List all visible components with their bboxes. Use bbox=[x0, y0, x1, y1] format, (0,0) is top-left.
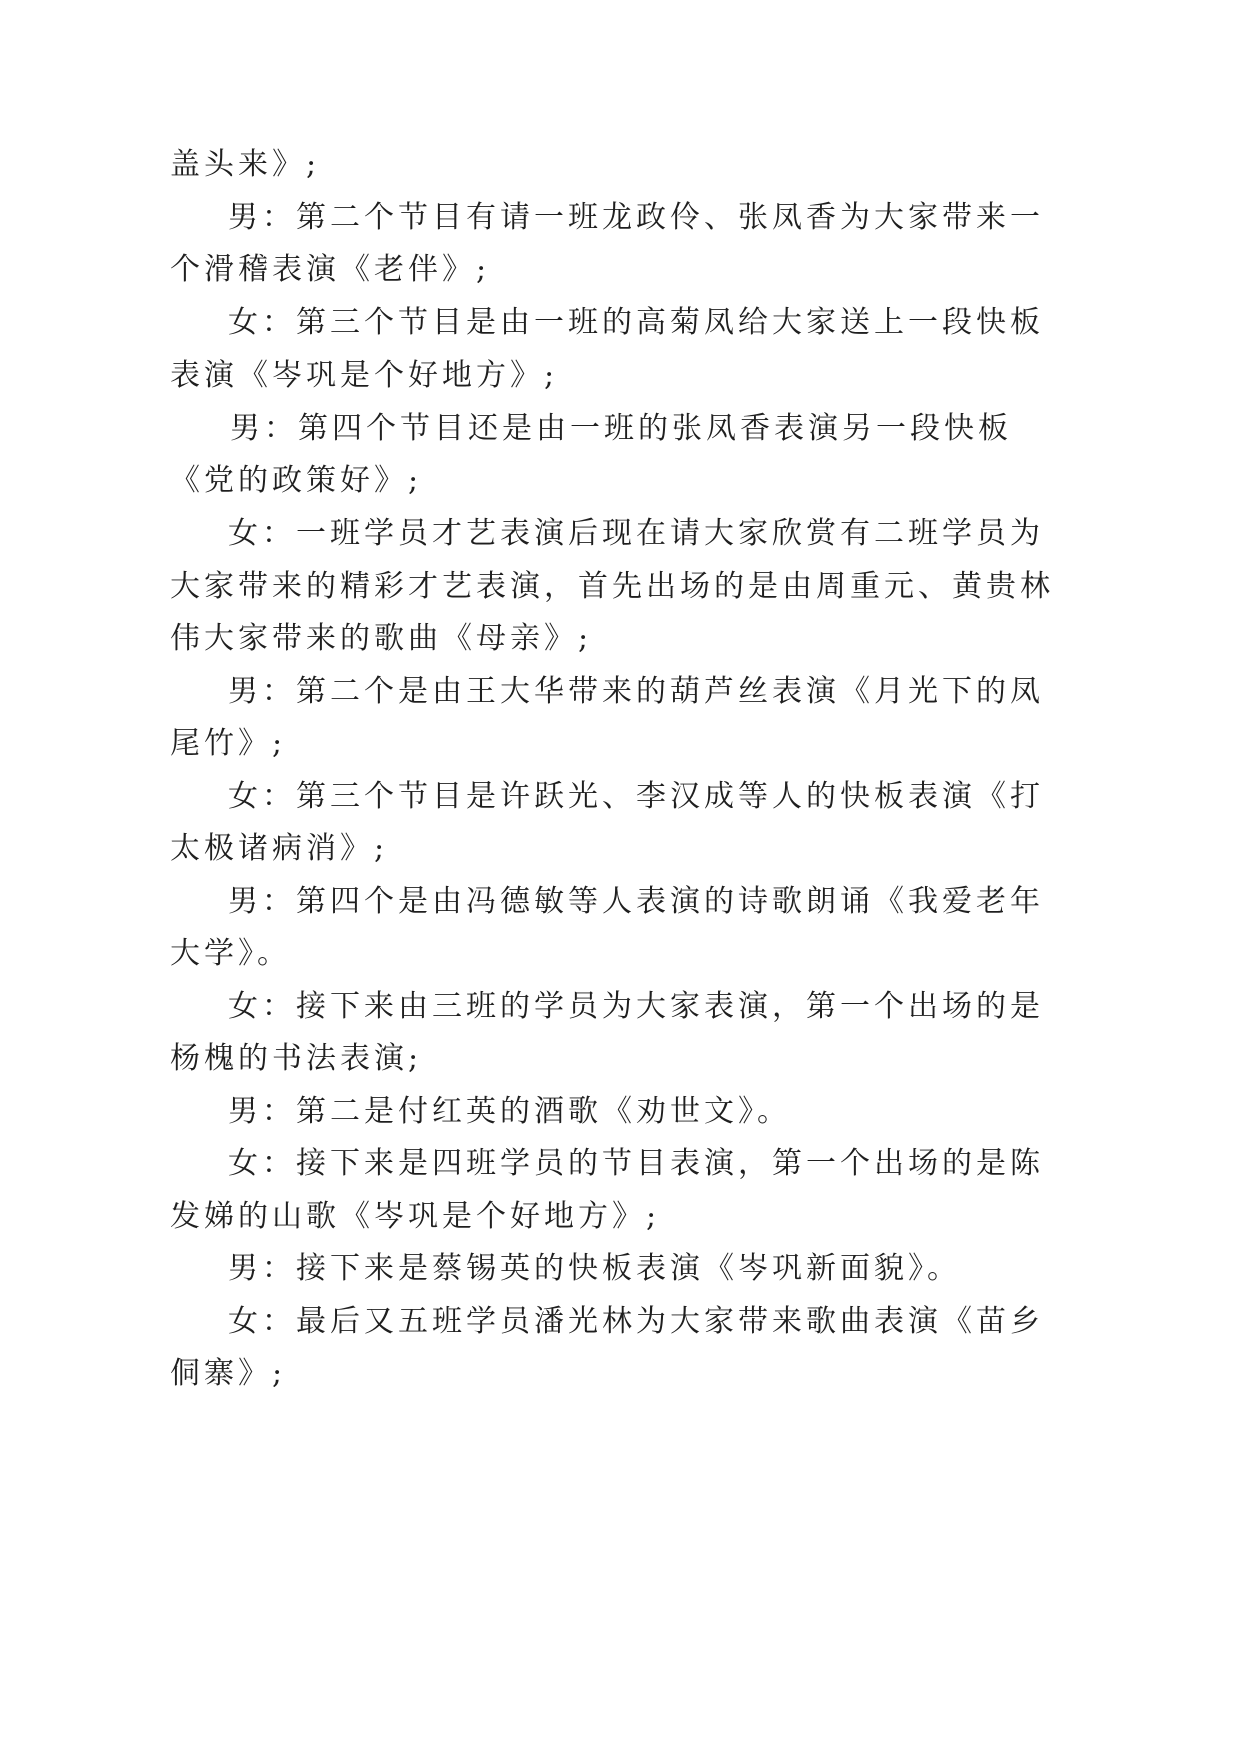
text-line: 女：第三个节目是由一班的高菊凤给大家送上一段快板 bbox=[228, 305, 1044, 340]
text-line: 女：最后又五班学员潘光林为大家带来歌曲表演《苗乡 bbox=[228, 1304, 1044, 1339]
text-line: 男：接下来是蔡锡英的快板表演《岑巩新面貌》。 bbox=[228, 1251, 961, 1286]
text-line: 伟大家带来的歌曲《母亲》; bbox=[170, 621, 593, 656]
text-line: 《党的政策好》; bbox=[170, 463, 423, 498]
text-line: 大家带来的精彩才艺表演，首先出场的是由周重元、黄贵林 bbox=[170, 569, 1054, 604]
text-line: 女：接下来由三班的学员为大家表演，第一个出场的是 bbox=[228, 989, 1044, 1024]
text-line: 男：第二是付红英的酒歌《劝世文》。 bbox=[228, 1094, 791, 1129]
text-line: 男：第二个是由王大华带来的葫芦丝表演《月光下的凤 bbox=[228, 674, 1044, 709]
text-line: 男：第四个是由冯德敏等人表演的诗歌朗诵《我爱老年 bbox=[228, 884, 1044, 919]
text-line: 女：第三个节目是许跃光、李汉成等人的快板表演《打 bbox=[228, 779, 1044, 814]
text-line: 发娣的山歌《岑巩是个好地方》; bbox=[170, 1199, 661, 1234]
text-line: 个滑稽表演《老伴》; bbox=[170, 252, 491, 287]
text-line: 男：第二个节目有请一班龙政伶、张凤香为大家带来一 bbox=[228, 200, 1044, 235]
text-line: 尾竹》; bbox=[170, 726, 287, 761]
text-line: 太极诸病消》; bbox=[170, 831, 389, 866]
text-line: 大学》。 bbox=[170, 936, 291, 971]
text-line: 表演《岑巩是个好地方》; bbox=[170, 358, 559, 393]
text-line: 盖头来》; bbox=[170, 147, 321, 182]
text-line: 男：第四个节目还是由一班的张凤香表演另一段快板 bbox=[230, 411, 1012, 446]
text-line: 女：一班学员才艺表演后现在请大家欣赏有二班学员为 bbox=[228, 516, 1044, 551]
text-line: 女：接下来是四班学员的节目表演，第一个出场的是陈 bbox=[228, 1146, 1044, 1181]
text-line: 侗寨》; bbox=[170, 1356, 287, 1391]
text-line: 杨槐的书法表演; bbox=[170, 1041, 423, 1076]
